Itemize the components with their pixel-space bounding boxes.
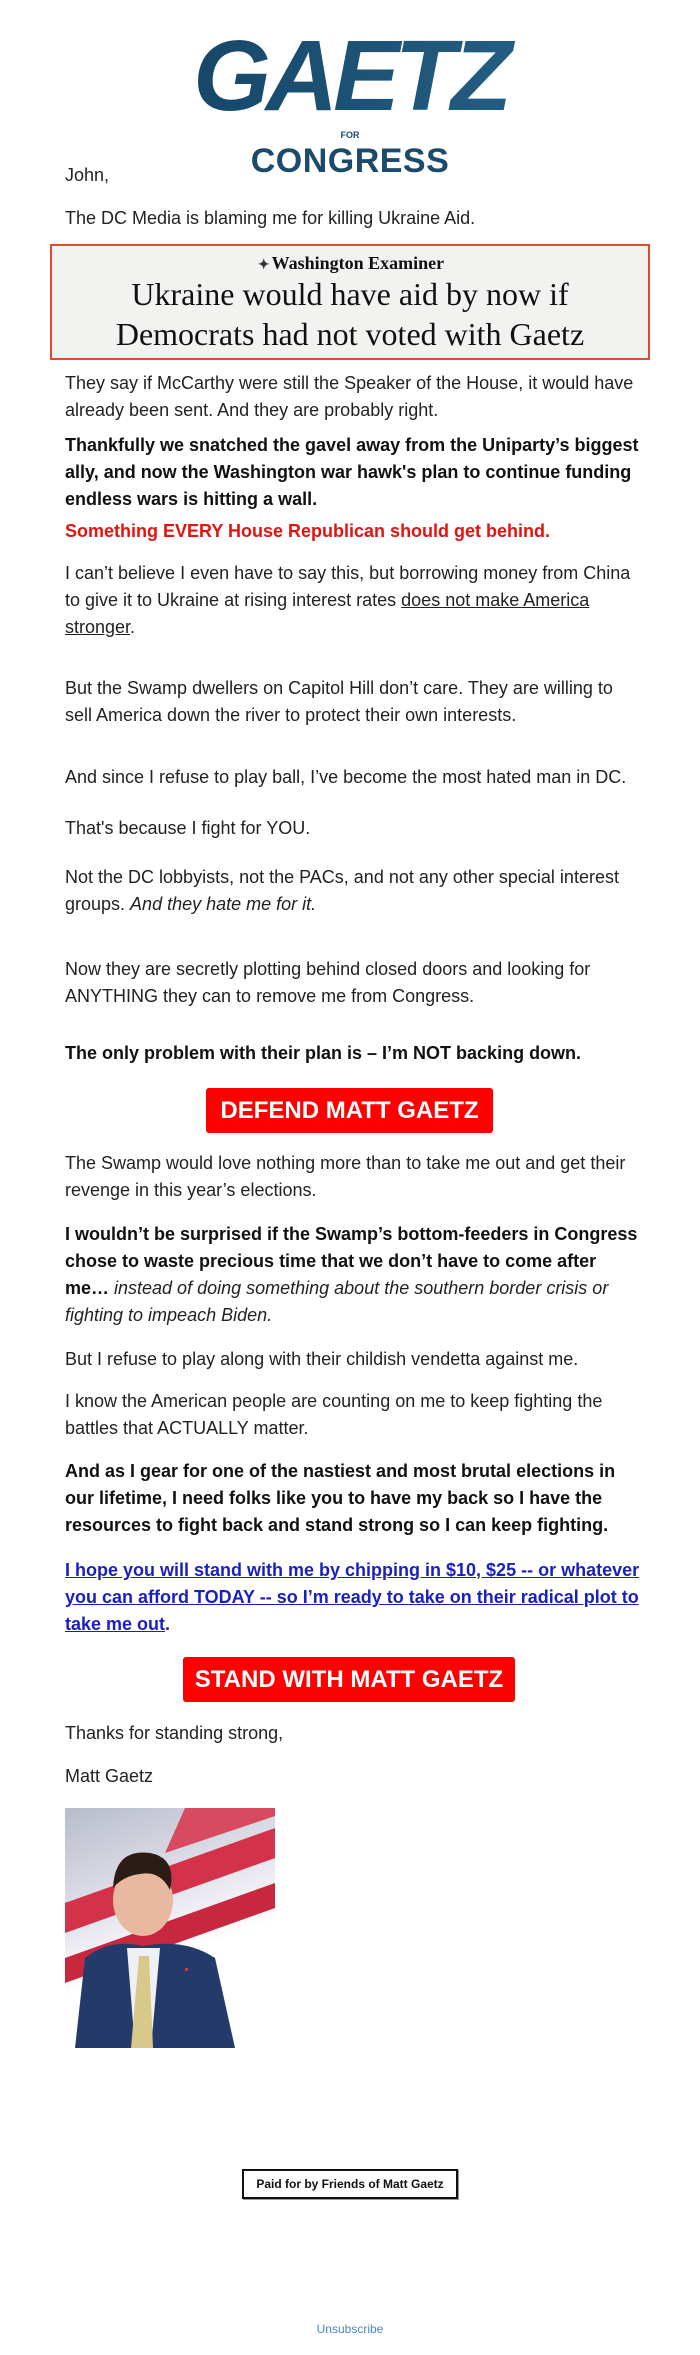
donate-link[interactable]: I hope you will stand with me by chipping in $10, $25 -- or whatever you can afford TODAY -- so I’m ready to take on their radical plot to take me out	[65, 1560, 640, 1634]
logo-for: FOR	[340, 130, 360, 140]
eagle-icon: ✦	[257, 258, 270, 273]
paragraph-bold: The only problem with their plan is – I’m NOT backing down.	[65, 1043, 582, 1063]
paragraph-red: Something EVERY House Republican should get behind.	[65, 521, 551, 541]
headline-line-1: Ukraine would have aid by now if	[131, 276, 569, 312]
closing: Thanks for standing strong,	[65, 1723, 284, 1743]
paid-for-disclaimer: Paid for by Friends of Matt Gaetz	[242, 2169, 458, 2199]
unsubscribe-link[interactable]: Unsubscribe	[316, 2322, 384, 2336]
paragraph: They say if McCarthy were still the Speaker of the House, it would have already been sent. And they are probably right.	[65, 373, 634, 420]
paragraph: But I refuse to play along with their childish vendetta against me.	[65, 1349, 579, 1369]
news-headline-image	[50, 244, 650, 360]
logo-gaetz: GAETZ	[0, 26, 700, 126]
paragraph: Not the DC lobbyists, not the PACs, and not any other special interest groups. And they hate me for it.	[65, 867, 619, 914]
donate-paragraph: I hope you will stand with me by chipping in $10, $25 -- or whatever you can afford TODAY -- so I’m ready to take on their radical plot to take me out.	[65, 1560, 640, 1634]
defend-matt-gaetz-button[interactable]: DEFEND MATT GAETZ	[206, 1088, 493, 1133]
italic-text: instead of doing something about the southern border crisis or fighting to impeach Biden.	[65, 1278, 609, 1325]
publication-masthead: ✦ Washington Examiner	[52, 252, 648, 274]
paragraph: And since I refuse to play ball, I’ve become the most hated man in DC.	[65, 767, 627, 787]
paragraph-bold: Thankfully we snatched the gavel away from the Uniparty’s biggest ally, and now the Washington war hawk's plan to continue funding endless wars is hitting a wall.	[65, 435, 639, 509]
paragraph: But the Swamp dwellers on Capitol Hill don’t care. They are willing to sell America down the river to protect their own interests.	[65, 678, 613, 725]
paragraph: I wouldn’t be surprised if the Swamp’s bottom-feeders in Congress chose to waste precious time that we don’t have to come after me… instead of doing something about the southern border crisis or fighting to impeach Biden.	[65, 1224, 638, 1325]
underlined-text: does not make America stronger	[65, 590, 590, 637]
stand-with-matt-gaetz-button[interactable]: STAND WITH MATT GAETZ	[183, 1657, 515, 1702]
paragraph: I know the American people are counting on me to keep fighting the battles that ACTUALLY matter.	[65, 1391, 603, 1438]
paragraph: The Swamp would love nothing more than to take me out and get their revenge in this year’s elections.	[65, 1153, 626, 1200]
greeting: John,	[65, 165, 110, 185]
signature: Matt Gaetz	[65, 1766, 154, 1786]
logo-congress: CONGRESS	[250, 142, 450, 180]
paragraph-bold: And as I gear for one of the nastiest and most brutal elections in our lifetime, I need folks like you to have my back so I have the resources to fight back and stand strong so I can keep fighting.	[65, 1461, 616, 1535]
headline-line-2: Democrats had not voted with Gaetz	[115, 316, 585, 352]
matt-gaetz-photo	[65, 1808, 275, 2048]
paragraph: I can’t believe I even have to say this, but borrowing money from China to give it to Ukraine at rising interest rates does not make America stronger.	[65, 563, 631, 637]
italic-text: And they hate me for it.	[130, 894, 317, 914]
paragraph: Now they are secretly plotting behind closed doors and looking for ANYTHING they can to remove me from Congress.	[65, 959, 591, 1006]
intro-text: The DC Media is blaming me for killing Ukraine Aid.	[65, 208, 476, 228]
paragraph: That's because I fight for YOU.	[65, 818, 311, 838]
